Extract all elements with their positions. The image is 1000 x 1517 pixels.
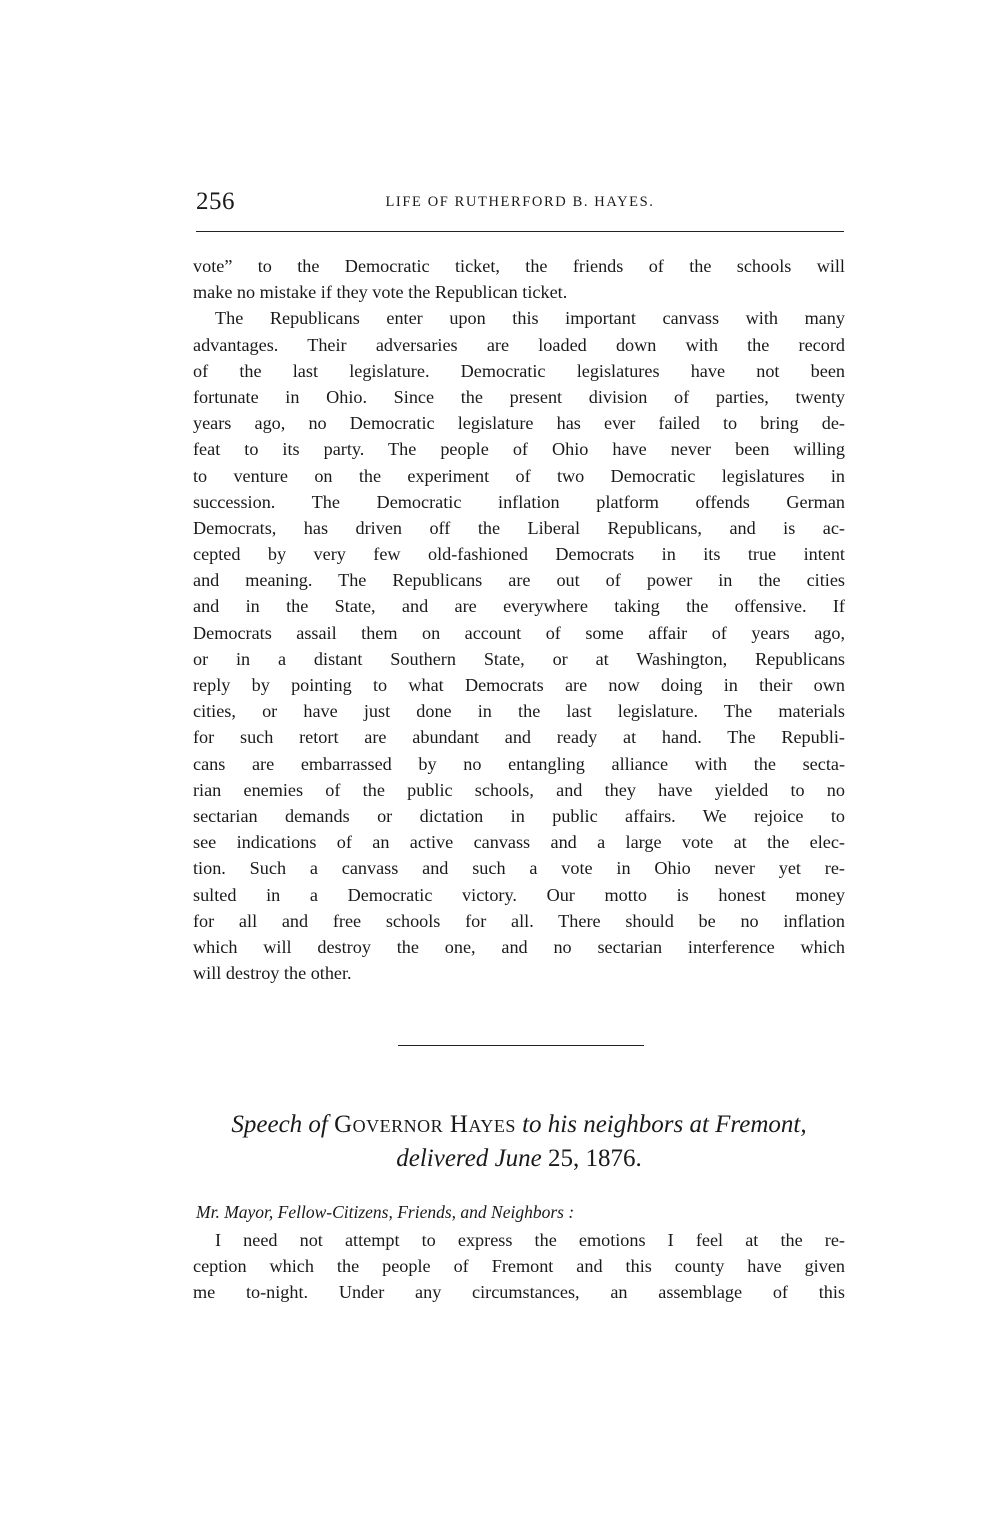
text-line: and meaning. The Republicans are out of power in the cities — [193, 570, 845, 591]
text-line: for such retort are abundant and ready at hand. The Republi- — [193, 727, 845, 748]
body-text — [193, 253, 845, 986]
text-line: Democrats assail them on account of some affair of years ago, — [193, 622, 845, 643]
speech-title-line-2 — [193, 1142, 845, 1176]
text-line: succession. The Democratic inflation platform offends German — [193, 491, 845, 512]
salutation: Mr. Mayor, Fellow-Citizens, Friends, and Neighbors : — [196, 1202, 575, 1222]
text-line: advantages. Their adversaries are loaded down with the record — [193, 334, 845, 355]
text-line: make no mistake if they vote the Republican ticket. — [193, 282, 568, 303]
speech-title-line-1 — [193, 1108, 845, 1142]
text-line: cans are embarrassed by no entangling alliance with the secta- — [193, 753, 845, 774]
text-line: will destroy the other. — [193, 963, 352, 984]
header-rule — [196, 231, 844, 232]
text-line: rian enemies of the public schools, and they have yielded to no — [193, 779, 845, 800]
speech-title-prefix: Speech of — [231, 1111, 328, 1138]
text-line: The Republicans enter upon this important canvass with many — [215, 308, 845, 329]
speech-title — [193, 1108, 845, 1176]
speech-title-delivered: delivered — [396, 1145, 489, 1172]
text-line: to venture on the experiment of two Democratic legislatures in — [193, 465, 845, 486]
text-line: Democrats, has driven off the Liberal Republicans, and is ac- — [193, 517, 845, 538]
text-line: fortunate in Ohio. Since the present division of parties, twenty — [193, 386, 845, 407]
text-line: of the last legislature. Democratic legislatures have not been — [193, 360, 845, 381]
text-line: years ago, no Democratic legislature has ever failed to bring de- — [193, 413, 845, 434]
speech-title-month: June — [494, 1145, 542, 1172]
section-divider — [398, 1045, 644, 1046]
text-line: feat to its party. The people of Ohio have never been willing — [193, 439, 845, 460]
speech-title-name: Governor Hayes — [334, 1111, 516, 1138]
speech-title-date: 25, 1876. — [548, 1145, 642, 1172]
speech-title-suffix: to his neighbors at Fremont, — [522, 1111, 807, 1138]
text-line: reply by pointing to what Democrats are now doing in their own — [193, 675, 845, 695]
page-number: 256 — [196, 188, 235, 215]
text-line: which will destroy the one, and no sectarian interference which — [193, 936, 845, 957]
text-line: cepted by very few old-fashioned Democrats in its true intent — [193, 544, 845, 565]
text-line: and in the State, and are everywhere taking the offensive. If — [193, 596, 845, 617]
speech-body — [193, 1227, 845, 1306]
text-line: or in a distant Southern State, or at Washington, Republicans — [193, 648, 845, 669]
text-line: for all and free schools for all. There should be no inflation — [193, 910, 845, 931]
text-line: tion. Such a canvass and such a vote in Ohio never yet re- — [193, 858, 845, 879]
text-line: sulted in a Democratic victory. Our motto is honest money — [193, 884, 845, 905]
text-line: ception which the people of Fremont and this county have given — [193, 1256, 845, 1277]
text-line: sectarian demands or dictation in public affairs. We rejoice to — [193, 805, 845, 826]
page-header — [196, 188, 844, 220]
text-line: me to-night. Under any circumstances, an assemblage of this — [193, 1282, 845, 1303]
text-line: vote” to the Democratic ticket, the friends of the schools will — [193, 256, 845, 276]
running-title: LIFE OF RUTHERFORD B. HAYES. — [385, 194, 655, 210]
text-line: see indications of an active canvass and a large vote at the elec- — [193, 832, 845, 853]
text-line: I need not attempt to express the emotions I feel at the re- — [215, 1230, 845, 1250]
text-line: cities, or have just done in the last legislature. The materials — [193, 701, 845, 722]
